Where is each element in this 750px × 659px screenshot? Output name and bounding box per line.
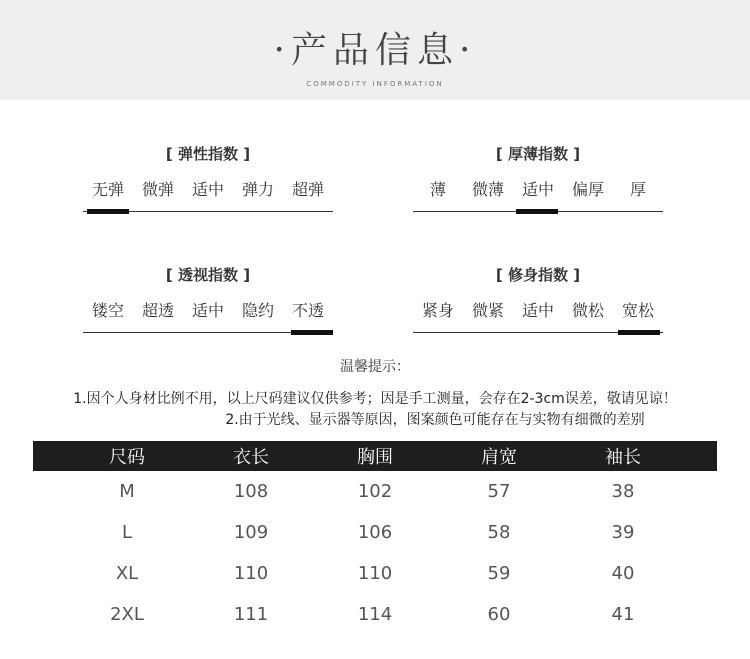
table-cell: 60 — [487, 604, 511, 625]
index-option: 不透 — [291, 301, 324, 320]
table-cell: 109 — [233, 522, 269, 543]
table-cell: 106 — [357, 522, 393, 543]
header-cell: 衣长 — [233, 447, 269, 468]
index-selected-marker — [516, 209, 558, 214]
header-cell: 袖长 — [605, 447, 641, 468]
index-option: 宽松 — [621, 301, 654, 320]
page-title: ·产品信息· — [273, 30, 477, 71]
index-option: 弹力 — [241, 180, 274, 199]
size-table — [33, 441, 717, 635]
header-banner — [0, 0, 750, 100]
table-cell: 2XL — [110, 604, 144, 625]
table-cell: 40 — [611, 563, 635, 584]
tip-line-2: 2.由于光线、显示器等原因，图案颜色可能存在与实物有细微的差别 — [225, 412, 645, 428]
table-row — [33, 594, 717, 635]
index-option: 适中 — [521, 301, 554, 320]
table-cell: 58 — [487, 522, 511, 543]
index-option: 隐约 — [241, 301, 274, 320]
table-cell: 38 — [611, 481, 635, 502]
tip-line-1: 1.因个人身材比例不用，以上尺码建议仅供参考；因是手工测量，会存在2-3cm误差，敬请见谅！ — [73, 391, 677, 407]
index-option: 微松 — [571, 301, 604, 320]
index-title: [ 弹性指数 ] — [165, 145, 251, 163]
index-title: [ 修身指数 ] — [495, 266, 581, 284]
index-option: 紧身 — [421, 301, 454, 320]
table-cell: 111 — [233, 604, 269, 625]
table-cell: 110 — [357, 563, 393, 584]
page-subtitle: COMMODITY INFORMATION — [306, 80, 444, 88]
table-cell: 110 — [233, 563, 269, 584]
tips-heading: 温馨提示： — [340, 359, 410, 375]
table-cell: 39 — [611, 522, 635, 543]
table-cell: 59 — [487, 563, 511, 584]
index-option: 超透 — [141, 301, 174, 320]
size-table-header — [33, 441, 717, 471]
index-option: 微弹 — [141, 180, 174, 199]
table-cell: 41 — [611, 604, 635, 625]
header-cell: 尺码 — [109, 447, 145, 468]
table-cell: L — [121, 522, 133, 543]
index-title: [ 厚薄指数 ] — [495, 145, 581, 163]
table-row — [33, 512, 717, 553]
index-title: [ 透视指数 ] — [165, 266, 251, 284]
index-option: 薄 — [429, 180, 446, 199]
table-cell: 108 — [233, 481, 269, 502]
table-cell: M — [119, 481, 135, 502]
table-cell: 114 — [357, 604, 393, 625]
index-selected-marker — [618, 330, 660, 335]
table-cell: 102 — [357, 481, 393, 502]
table-row — [33, 553, 717, 594]
index-option: 微紧 — [471, 301, 504, 320]
index-option: 适中 — [191, 180, 224, 199]
index-option: 适中 — [191, 301, 224, 320]
header-cell: 肩宽 — [481, 447, 517, 468]
index-option: 适中 — [521, 180, 554, 199]
index-option: 超弹 — [291, 180, 324, 199]
table-cell: 57 — [487, 481, 511, 502]
index-selected-marker — [291, 330, 333, 335]
index-option: 微薄 — [471, 180, 504, 199]
index-option: 偏厚 — [571, 180, 604, 199]
table-row — [33, 471, 717, 512]
index-selected-marker — [87, 209, 129, 214]
index-option: 镂空 — [91, 301, 124, 320]
index-option: 厚 — [629, 180, 646, 199]
index-option: 无弹 — [91, 180, 124, 199]
header-cell: 胸围 — [357, 447, 393, 468]
table-cell: XL — [115, 563, 139, 584]
